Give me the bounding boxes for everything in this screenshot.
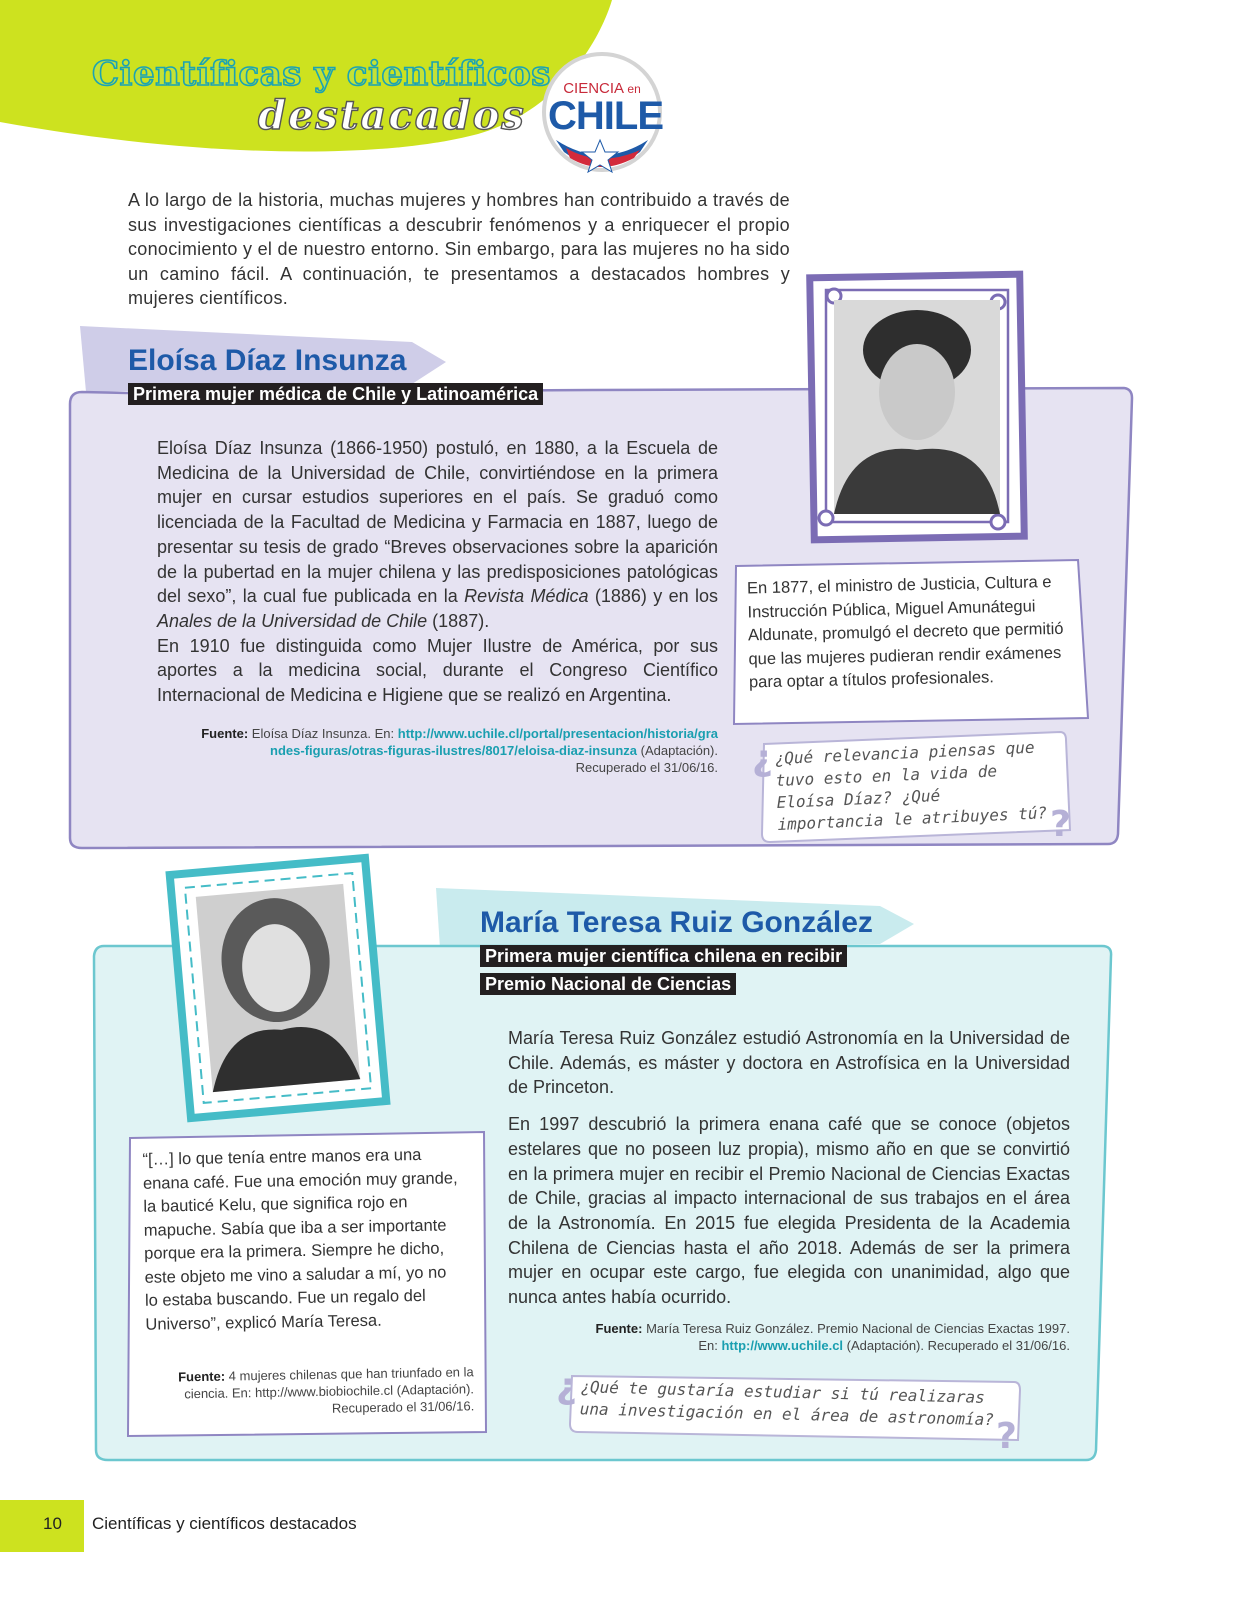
section2-subtitle-line1: Primera mujer científica chilena en recibir <box>480 945 847 967</box>
section2-source: Fuente: María Teresa Ruiz González. Premio Nacional de Ciencias Exactas 1997. En: http://www.uchile.cl (Adaptación). Recuperado el 31/06/16. <box>595 1321 1070 1353</box>
question-mark-icon: ¿ <box>752 738 773 779</box>
section2-question: ¿Qué te gustaría estudiar si tú realizaras una investigación en el área de astronomía? <box>579 1377 995 1430</box>
section2-subtitle-line2: Premio Nacional de Ciencias <box>480 973 736 995</box>
section2-body <box>508 1026 1070 1310</box>
portrait1-photo <box>834 300 1000 514</box>
section2-paragraph1: María Teresa Ruiz González estudió Astronomía en la Universidad de Chile. Además, es máster y doctora en Astrofísica en la Universidad de Princeton. <box>508 1028 1070 1098</box>
section1-question: ¿Qué relevancia piensas que tuvo esto en la vida de Eloísa Díaz? ¿Qué importancia le atribuyes tú? <box>774 737 1048 834</box>
section1-paragraph1: Eloísa Díaz Insunza (1866-1950) postuló, en 1880, a la Escuela de Medicina de la Universidad de Chile, convirtiéndose en la primera mujer en cursar estudios superiores en el país. Se graduó como licenciada de la Facultad de Medicina y Farmacia en 1887, luego de presentar su tesis de grado “Breves observaciones sobre la aparición de la pubertad en la mujer chilena y las predisposiciones patológicas del sexo”, la cual fue publicada en la Revista Médica (1886) y en los Anales de la Universidad de Chile (1887). <box>157 438 718 631</box>
question-mark-icon: ¿ <box>556 1366 577 1407</box>
portrait2-photo <box>196 884 361 1092</box>
section1-name: Eloísa Díaz Insunza <box>128 344 407 377</box>
intro-paragraph: A lo largo de la historia, muchas mujeres y hombres han contribuido a través de sus investigaciones científicas a descubrir fenómenos y a enriquecer el propio conocimiento y el de nuestro entorno. Sin embargo, para las mujeres no ha sido un camino fácil. A continuación, te presentamos a destacados hombres y mujeres científicos. <box>128 190 790 308</box>
footer-lime-bar <box>0 1500 84 1552</box>
page-number: 10 <box>43 1514 62 1533</box>
section2-quote: “[…] lo que tenía entre manos era una enana café. Fue una emoción muy grande, la bauticé Kelu, que significa rojo en mapuche. Sabía que iba a ser importante porque era la primera. Siempre he dicho, este objeto me vino a saludar a mí, yo no lo estaba buscando. Fue un regalo del Universo”, explicó María Teresa. <box>142 1145 458 1334</box>
logo-text-main: CHILE <box>548 94 663 138</box>
section2-paragraph2: En 1997 descubrió la primera enana café que se conoce (objetos estelares que no poseen luz propia), mismo año en que se convirtió en la primera mujer en recibir el Premio Nacional de Ciencias Exactas de Chile, gracias al impacto internacional de sus trabajos en el área de la Astronomía. En 2015 fue elegida Presidenta de la Academia Chilena de Ciencias hasta el año 2018. Además de ser la primera mujer en ocupar este cargo, fue elegida con unanimidad, algo que nunca antes había ocurrido. <box>508 1114 1070 1308</box>
section1-body <box>157 436 718 708</box>
section1-note: En 1877, el ministro de Justicia, Cultura e Instrucción Pública, Miguel Amunátegui Aldunate, promulgó el decreto que permitió que las mujeres pudieran rendir exámenes para optar a títulos profesionales. <box>746 573 1064 692</box>
section1-source-link[interactable]: http://www.uchile.cl/portal/presentacion/historia/grandes-figuras/otras-figuras-ilustres/8017/eloisa-diaz-insunza <box>270 726 718 758</box>
logo-text-top: CIENCIA en <box>563 80 641 97</box>
section1-source: Fuente: Eloísa Díaz Insunza. En: http://www.uchile.cl/portal/presentacion/historia/grandes-figuras/otras-figuras-ilustres/8017/eloisa-diaz-insunza (Adaptación). Recuperado el 31/06/16. <box>201 726 718 775</box>
section2-source-link[interactable]: http://www.uchile.cl <box>721 1338 844 1353</box>
section1-subtitle: Primera mujer médica de Chile y Latinoamérica <box>128 383 543 405</box>
page-title-line2: destacados <box>258 92 526 139</box>
question-mark-icon: ? <box>1050 804 1071 845</box>
section1-paragraph2: En 1910 fue distinguida como Mujer Ilustre de América, por sus aportes a la medicina social, durante el Congreso Científico Internacional de Medicina e Higiene que se realizó en Argentina. <box>157 635 718 706</box>
footer-text: Científicas y científicos destacados <box>92 1514 357 1533</box>
section2-quote-source: Fuente: 4 mujeres chilenas que han triunfado en la ciencia. En: http://www.biobiochile.cl (Adaptación). Recuperado el 31/06/16. <box>178 1364 475 1416</box>
section2-name: María Teresa Ruiz González <box>480 906 873 939</box>
page-title: Científicas y científicos <box>92 54 551 94</box>
question-mark-icon: ? <box>996 1416 1017 1457</box>
